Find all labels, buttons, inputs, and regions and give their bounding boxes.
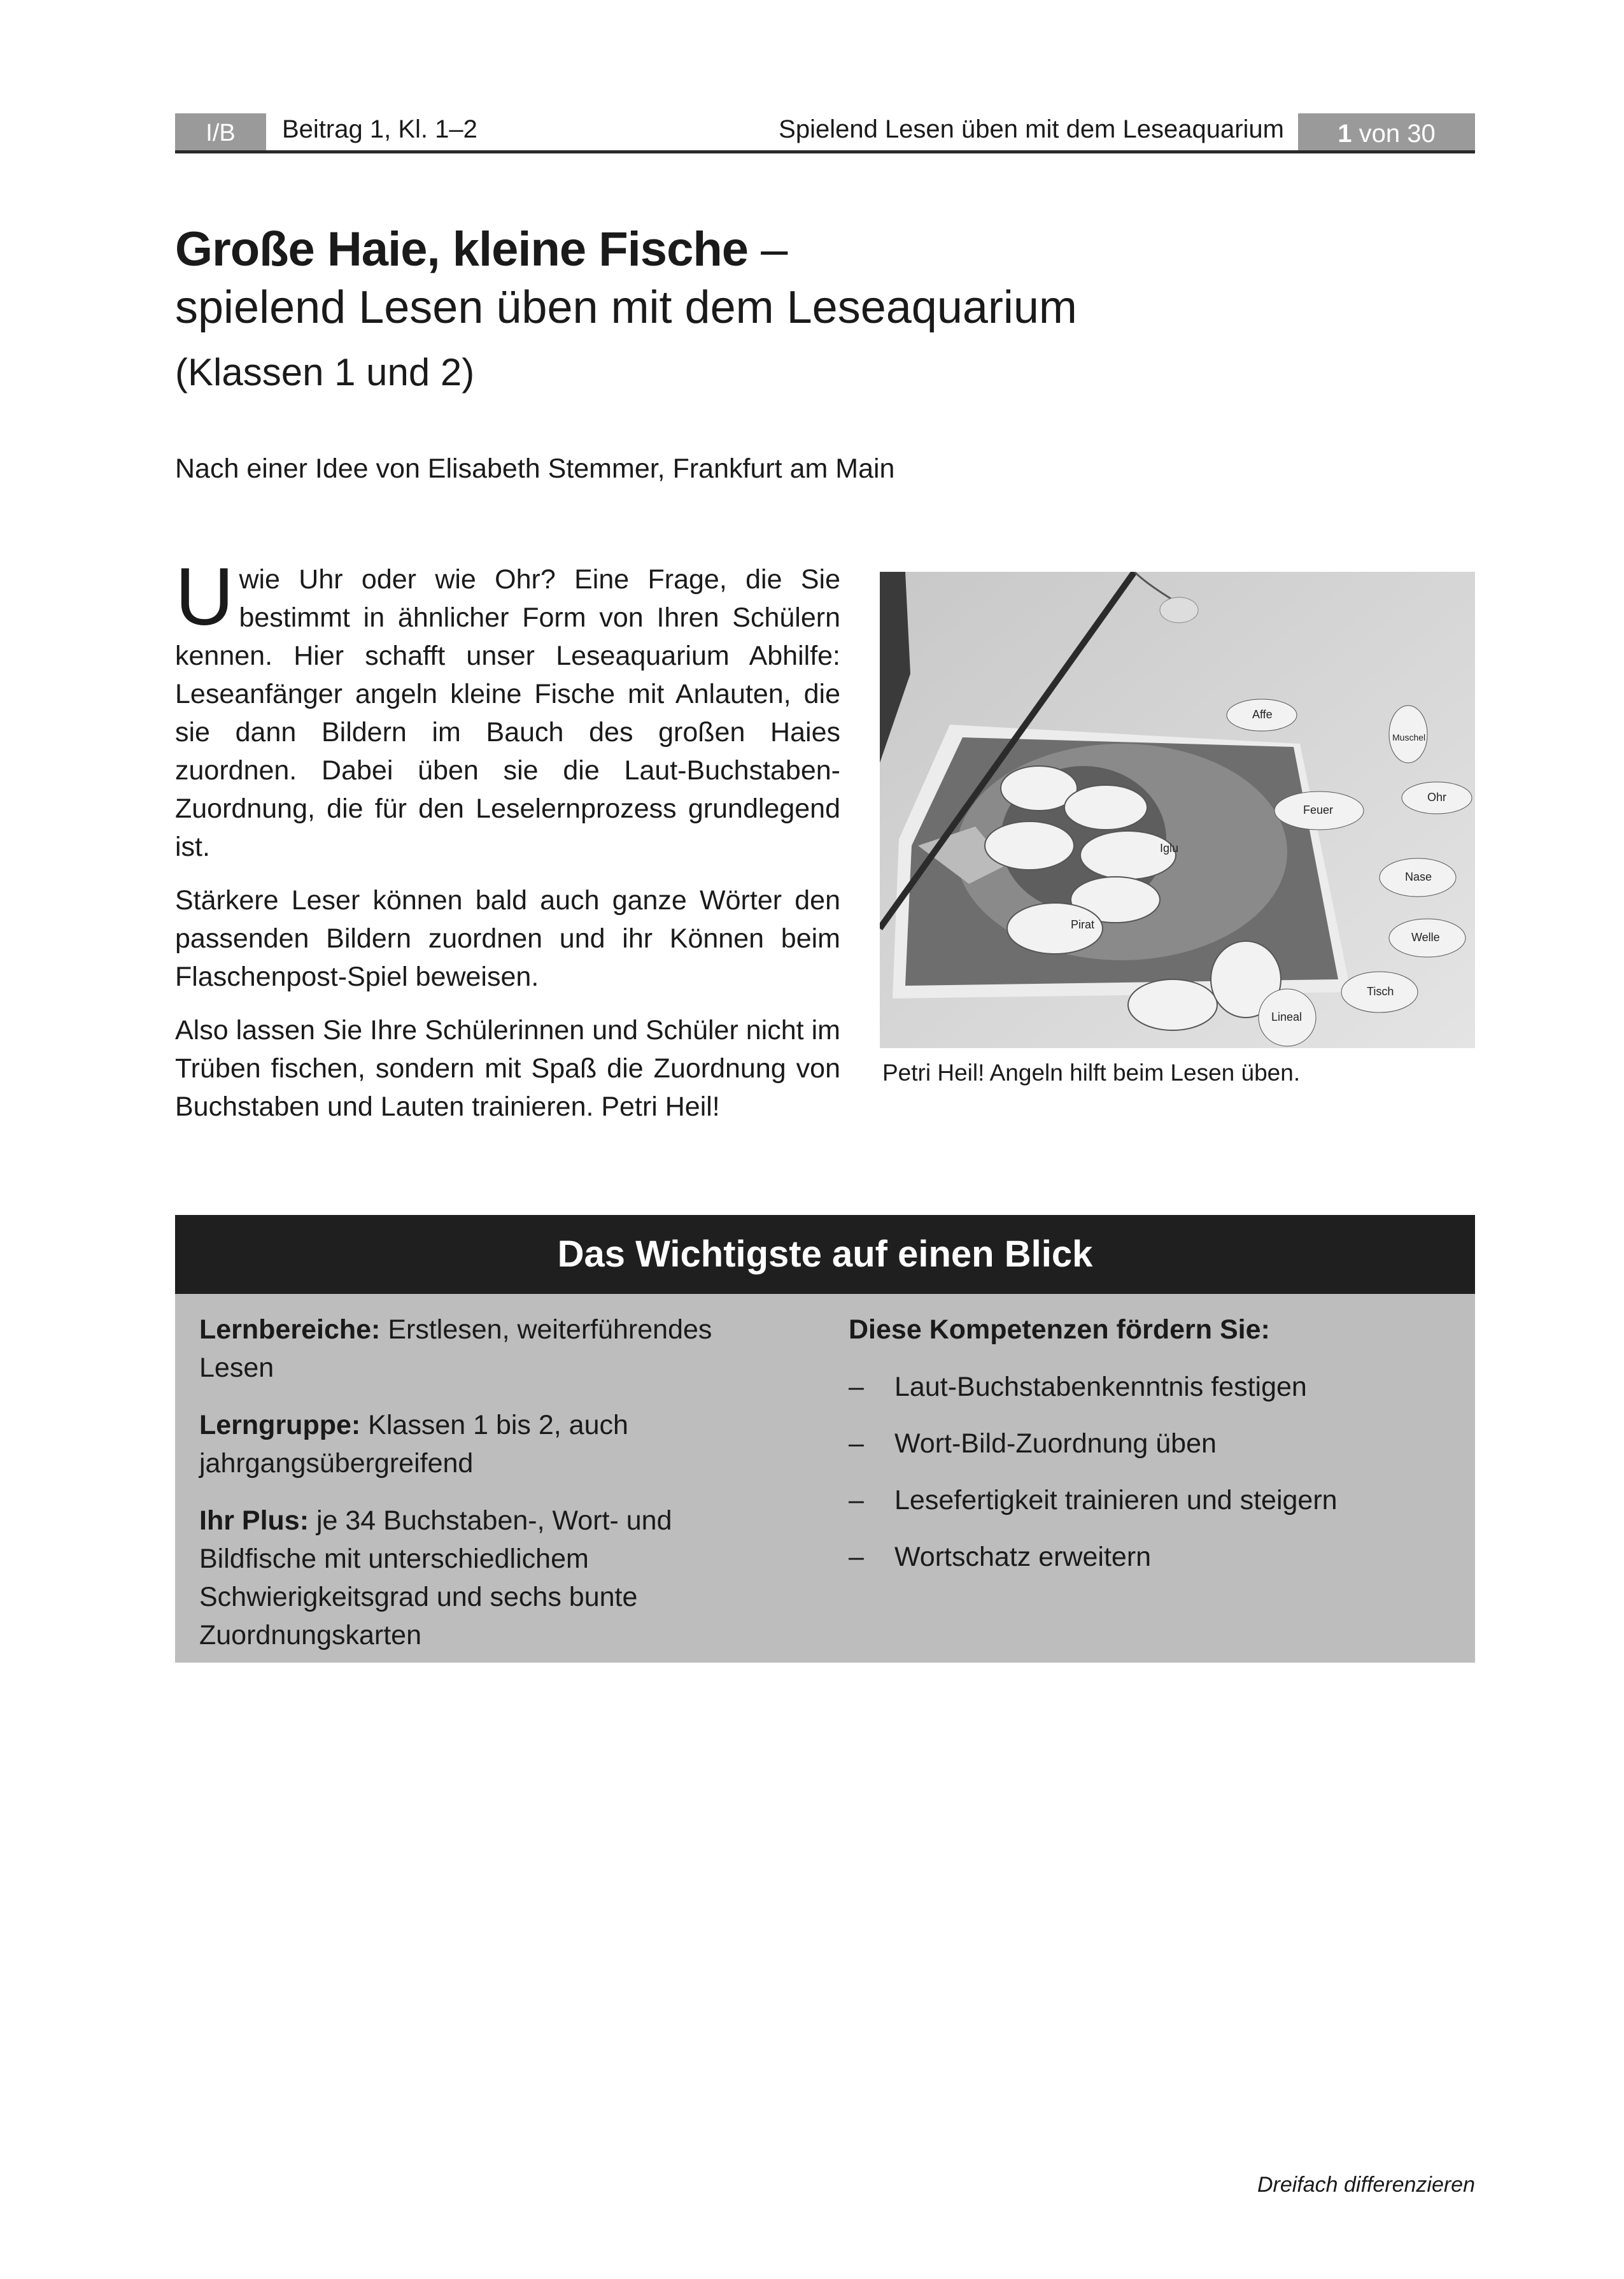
title-dash: –	[748, 222, 787, 276]
intro-text	[175, 551, 840, 1141]
fish-label: Pirat	[1071, 918, 1095, 931]
dash-bullet: –	[849, 1428, 864, 1459]
fish-label: Muschel	[1392, 732, 1426, 742]
competency-text: Wortschatz erweitern	[894, 1542, 1152, 1572]
topic-label: Spielend Lesen üben mit dem Leseaquarium	[779, 115, 1284, 143]
intro-p1-text: wie Uhr oder wie Ohr? Eine Frage, die Sie bestimmt in ähnlicher Form von Ihren Schülern kennen. Hier schafft unser Leseaquarium Abhilfe: Leseanfänger angeln kleine Fische mit Anlauten, die sie dann Bildern im Bauch des großen Haies zuordnen. Dabei üben sie die Laut-Buchstaben-Zuordnung, die für den Leselernprozess grundlegend ist.	[175, 564, 840, 862]
fish-label: Iglu	[1160, 842, 1179, 855]
author-line: Nach einer Idee von Elisabeth Stemmer, Frankfurt am Main	[175, 453, 895, 484]
summary-item-text: Klassen 1 bis 2, auch jahrgangsübergreifend	[199, 1410, 628, 1479]
fish-label: Tisch	[1367, 985, 1394, 998]
footer-series: Dreifach differenzieren	[1257, 2173, 1475, 2197]
dash-bullet: –	[849, 1485, 864, 1516]
competency-text: Wort-Bild-Zuordnung üben	[894, 1428, 1217, 1459]
page-current: 1	[1338, 120, 1352, 148]
summary-item-label: Lernbereiche:	[199, 1314, 381, 1345]
summary-item-label: Ihr Plus:	[199, 1505, 309, 1536]
drop-cap: U	[175, 551, 234, 643]
competency-item	[849, 1538, 1460, 1576]
fish-label: Affe	[1252, 708, 1273, 721]
title-bold: Große Haie, kleine Fische	[175, 222, 749, 276]
summary-left-column	[199, 1310, 772, 1673]
competency-item	[849, 1368, 1460, 1406]
photo-illustration	[880, 572, 1475, 1048]
title-line-2: spielend Lesen üben mit dem Leseaquarium	[175, 282, 1077, 333]
summary-item	[199, 1310, 772, 1387]
section-label: I/B	[175, 113, 266, 150]
summary-item	[199, 1502, 772, 1654]
page-header	[175, 113, 1475, 153]
summary-item-label: Lerngruppe:	[199, 1410, 361, 1440]
fish-label: Lineal	[1271, 1011, 1303, 1023]
intro-paragraph-1	[175, 551, 840, 866]
summary-item-text: Erstlesen, weiterführendes Lesen	[199, 1314, 712, 1383]
summary-item-text: je 34 Buchstaben-, Wort- und Bildfische mit unterschiedlichem Schwierigkeitsgrad und sechs bunte Zuordnungskarten	[199, 1505, 672, 1651]
intro-paragraph-3: Also lassen Sie Ihre Schülerinnen und Schüler nicht im Trüben fischen, sondern mit Spaß die Zuordnung von Buchstaben und Lauten trainieren. Petri Heil!	[175, 1015, 840, 1122]
beitrag-label: Beitrag 1, Kl. 1–2	[282, 115, 477, 143]
dash-bullet: –	[849, 1372, 864, 1402]
aquarium-photo	[880, 572, 1475, 1048]
summary-item	[199, 1406, 772, 1482]
dash-bullet: –	[849, 1542, 864, 1572]
summary-box	[175, 1215, 1475, 1663]
competencies-heading: Diese Kompetenzen fördern Sie:	[849, 1314, 1270, 1345]
competency-item	[849, 1424, 1460, 1463]
fish-label: Feuer	[1303, 804, 1334, 816]
title-line-1	[175, 222, 787, 277]
summary-heading: Das Wichtigste auf einen Blick	[175, 1215, 1475, 1294]
competency-item	[849, 1481, 1460, 1519]
summary-right-column	[849, 1310, 1460, 1594]
fish-label: Nase	[1405, 870, 1432, 883]
page-number	[1298, 113, 1475, 150]
competency-text: Laut-Buchstabenkenntnis festigen	[894, 1372, 1307, 1402]
fish-label: Ohr	[1427, 791, 1447, 804]
competency-text: Lesefertigkeit trainieren und steigern	[894, 1485, 1338, 1516]
fish-label: Welle	[1411, 931, 1440, 944]
title-line-3: (Klassen 1 und 2)	[175, 351, 475, 394]
photo-caption: Petri Heil! Angeln hilft beim Lesen üben.	[882, 1060, 1301, 1086]
intro-paragraph-2: Stärkere Leser können bald auch ganze Wörter den passenden Bildern zuordnen und ihr Können beim Flaschenpost-Spiel beweisen.	[175, 885, 840, 992]
page-total: von 30	[1359, 120, 1436, 148]
